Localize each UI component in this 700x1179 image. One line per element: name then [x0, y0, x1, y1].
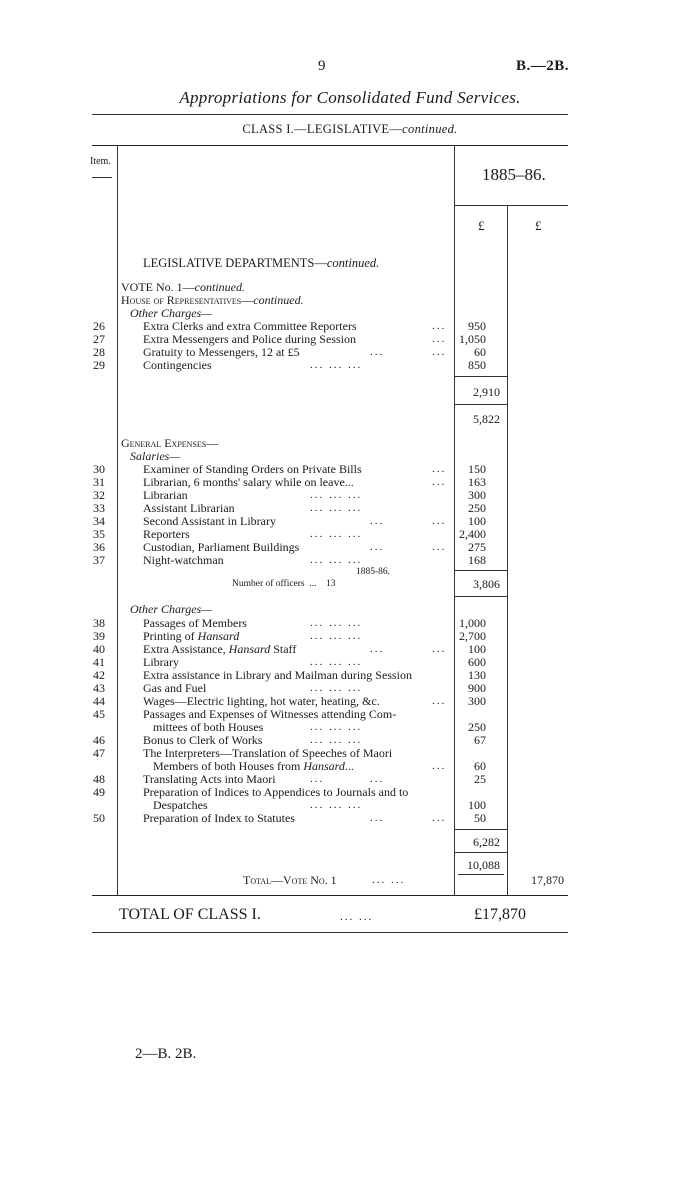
subtotal-amount: 5,822: [473, 412, 500, 426]
item-number: 45: [93, 707, 105, 721]
table-bottom-rule: [92, 895, 568, 896]
item-number: 35: [93, 527, 105, 541]
subtotal-amount: 10,088: [467, 858, 500, 872]
line-item-description: Librarian, 6 months' salary while on leave...: [143, 475, 354, 489]
item-number: 42: [93, 668, 105, 682]
line-item-description: Custodian, Parliament Buildings: [143, 540, 300, 554]
item-number: 44: [93, 694, 105, 708]
leader-dots: ...: [432, 346, 447, 358]
line-item-description: Contingencies: [143, 358, 212, 372]
line-item-amount: 100: [468, 798, 486, 812]
item-number: 47: [93, 746, 105, 760]
leader-dots: ... ... ...: [310, 489, 363, 501]
item-number: 41: [93, 655, 105, 669]
line-item-amount: 168: [468, 553, 486, 567]
item-number: 27: [93, 332, 105, 346]
line-item-description: Extra Clerks and extra Committee Reporters: [143, 319, 357, 333]
item-header-underline: [92, 177, 112, 178]
leader-dots: ...: [370, 346, 385, 358]
subtotal-rule: [454, 376, 507, 377]
item-number: 37: [93, 553, 105, 567]
leader-dots: ... ...: [340, 911, 374, 923]
line-item-amount: 1,000: [459, 616, 486, 630]
officers-year: 1885-86.: [356, 567, 391, 577]
leader-dots: ...: [432, 333, 447, 345]
item-number: 43: [93, 681, 105, 695]
line-item-description: Assistant Librarian: [143, 501, 235, 515]
leader-dots: ... ... ...: [310, 502, 363, 514]
item-number: 49: [93, 785, 105, 799]
line-item-description: Librarian: [143, 488, 188, 502]
leader-dots: ... ... ...: [310, 656, 363, 668]
line-item-description: Passages and Expenses of Witnesses attending Com-: [143, 707, 397, 721]
document-code: B.—2B.: [516, 58, 570, 74]
line-item-amount: 250: [468, 720, 486, 734]
leader-dots: ... ... ...: [310, 528, 363, 540]
item-number: 33: [93, 501, 105, 515]
line-item-amount: 2,700: [459, 629, 486, 643]
line-item-amount: 60: [474, 759, 486, 773]
line-item-amount: 60: [474, 345, 486, 359]
class-total-amount: £17,870: [474, 906, 526, 923]
line-item-amount: 275: [468, 540, 486, 554]
line-item-description: Extra Assistance, Hansard Staff: [143, 642, 297, 656]
leader-dots: ... ... ...: [310, 734, 363, 746]
leader-dots: ...: [370, 812, 385, 824]
line-item-description: Extra assistance in Library and Mailman during Session: [143, 668, 412, 682]
category-heading: Other Charges—: [130, 306, 212, 320]
line-item-description: Night-watchman: [143, 553, 224, 567]
line-item-amount: 67: [474, 733, 486, 747]
category-heading: Other Charges—: [130, 602, 212, 616]
subtotal-rule: [454, 404, 507, 405]
line-item-description: Wages—Electric lighting, hot water, heating, &c.: [143, 694, 380, 708]
page-title: Appropriations for Consolidated Fund Services.: [179, 88, 521, 107]
item-number: 48: [93, 772, 105, 786]
item-number: 36: [93, 540, 105, 554]
class-total-label: TOTAL OF CLASS I.: [119, 906, 261, 923]
line-item-description: Translating Acts into Maori: [143, 772, 276, 786]
leader-dots: ...: [432, 515, 447, 527]
line-item-amount: 150: [468, 462, 486, 476]
leader-dots: ...: [432, 320, 447, 332]
line-item-amount: 900: [468, 681, 486, 695]
subtotal-rule: [454, 852, 507, 853]
leader-dots: ... ... ...: [310, 554, 363, 566]
line-item-amount: 100: [468, 642, 486, 656]
item-number: 39: [93, 629, 105, 643]
leader-dots: ...: [432, 760, 447, 772]
leader-dots: ...: [432, 463, 447, 475]
line-item-description: Second Assistant in Library: [143, 514, 276, 528]
item-number: 50: [93, 811, 105, 825]
line-item-description-continued: Members of both Houses from Hansard...: [153, 759, 354, 773]
item-number: 28: [93, 345, 105, 359]
leader-dots: ...: [432, 541, 447, 553]
leader-dots: ... ... ...: [310, 799, 363, 811]
section-heading: LEGISLATIVE DEPARTMENTS—continued.: [143, 256, 380, 270]
line-item-amount: 600: [468, 655, 486, 669]
line-item-amount: 850: [468, 358, 486, 372]
leader-dots: ... ... ...: [310, 617, 363, 629]
leader-dots: ...: [432, 695, 447, 707]
line-item-amount: 1,050: [459, 332, 486, 346]
vote-total-amount: 17,870: [531, 873, 564, 887]
line-item-description: Passages of Members: [143, 616, 247, 630]
item-number: 40: [93, 642, 105, 656]
line-item-amount: 130: [468, 668, 486, 682]
leader-dots: ... ... ...: [310, 630, 363, 642]
line-item-description-continued: mittees of both Houses: [153, 720, 264, 734]
line-item-amount: 100: [468, 514, 486, 528]
page-number: 9: [318, 58, 326, 74]
item-number: 32: [93, 488, 105, 502]
year-header: 1885–86.: [482, 165, 546, 184]
vote-heading: VOTE No. 1—continued.: [121, 280, 245, 294]
currency-symbol: £: [478, 218, 485, 233]
class-total-rule: [92, 932, 568, 933]
subsection-heading: House of Representatives—continued.: [121, 293, 304, 307]
subtotal-amount: 3,806: [473, 577, 500, 591]
subtotal-rule: [458, 874, 504, 875]
leader-dots: ...: [432, 812, 447, 824]
leader-dots: ...: [370, 773, 385, 785]
leader-dots: ... ... ...: [310, 721, 363, 733]
year-header-rule: [454, 205, 568, 206]
leader-dots: ...: [432, 476, 447, 488]
line-item-amount: 25: [474, 772, 486, 786]
line-item-amount: 250: [468, 501, 486, 515]
subtotal-rule: [454, 596, 507, 597]
category-heading: Salaries—: [130, 449, 181, 463]
leader-dots: ...: [432, 643, 447, 655]
item-number: 29: [93, 358, 105, 372]
item-number: 46: [93, 733, 105, 747]
line-item-description: Reporters: [143, 527, 190, 541]
subtotal-amount: 6,282: [473, 835, 500, 849]
class-heading: CLASS I.—LEGISLATIVE—continued.: [242, 122, 458, 136]
line-item-description: Library: [143, 655, 179, 669]
line-item-description: Extra Messengers and Police during Session: [143, 332, 356, 346]
line-item-description: Printing of Hansard: [143, 629, 240, 643]
currency-symbol: £: [535, 218, 542, 233]
leader-dots: ... ...: [372, 874, 406, 886]
item-number: 30: [93, 462, 105, 476]
line-item-amount: 50: [474, 811, 486, 825]
subtotal-amount: 2,910: [473, 385, 500, 399]
leader-dots: ... ... ...: [310, 682, 363, 694]
officers-count-label: Number of officers ... 13: [232, 579, 336, 589]
line-item-description: Preparation of Index to Statutes: [143, 811, 295, 825]
vote-total-label: Total—Vote No. 1: [243, 873, 337, 887]
line-item-amount: 163: [468, 475, 486, 489]
line-item-amount: 300: [468, 694, 486, 708]
leader-dots: ...: [370, 515, 385, 527]
item-number: 26: [93, 319, 105, 333]
subsection-heading: General Expenses—: [121, 436, 219, 450]
line-item-description: The Interpreters—Translation of Speeches of Maori: [143, 746, 393, 760]
item-number: 31: [93, 475, 105, 489]
line-item-description: Examiner of Standing Orders on Private Bills: [143, 462, 362, 476]
subtotal-column-rule: [507, 205, 508, 895]
subtotal-rule: [454, 570, 507, 571]
item-column-header: Item.: [90, 156, 111, 167]
line-item-amount: 2,400: [459, 527, 486, 541]
line-item-description: Gas and Fuel: [143, 681, 207, 695]
leader-dots: ...: [370, 541, 385, 553]
item-number: 34: [93, 514, 105, 528]
line-item-description: Bonus to Clerk of Works: [143, 733, 263, 747]
line-item-description: Preparation of Indices to Appendices to Journals and to: [143, 785, 409, 799]
leader-dots: ...: [310, 773, 325, 785]
leader-dots: ... ... ...: [310, 359, 363, 371]
line-item-amount: 950: [468, 319, 486, 333]
leader-dots: ...: [370, 643, 385, 655]
item-number: 38: [93, 616, 105, 630]
line-item-description: Gratuity to Messengers, 12 at £5: [143, 345, 300, 359]
subtotal-rule: [454, 829, 507, 830]
line-item-amount: 300: [468, 488, 486, 502]
table-top-rule: [92, 145, 568, 146]
page-footer-signature: 2—B. 2B.: [135, 1046, 197, 1062]
line-item-description-continued: Despatches: [153, 798, 208, 812]
title-rule: [92, 114, 568, 115]
